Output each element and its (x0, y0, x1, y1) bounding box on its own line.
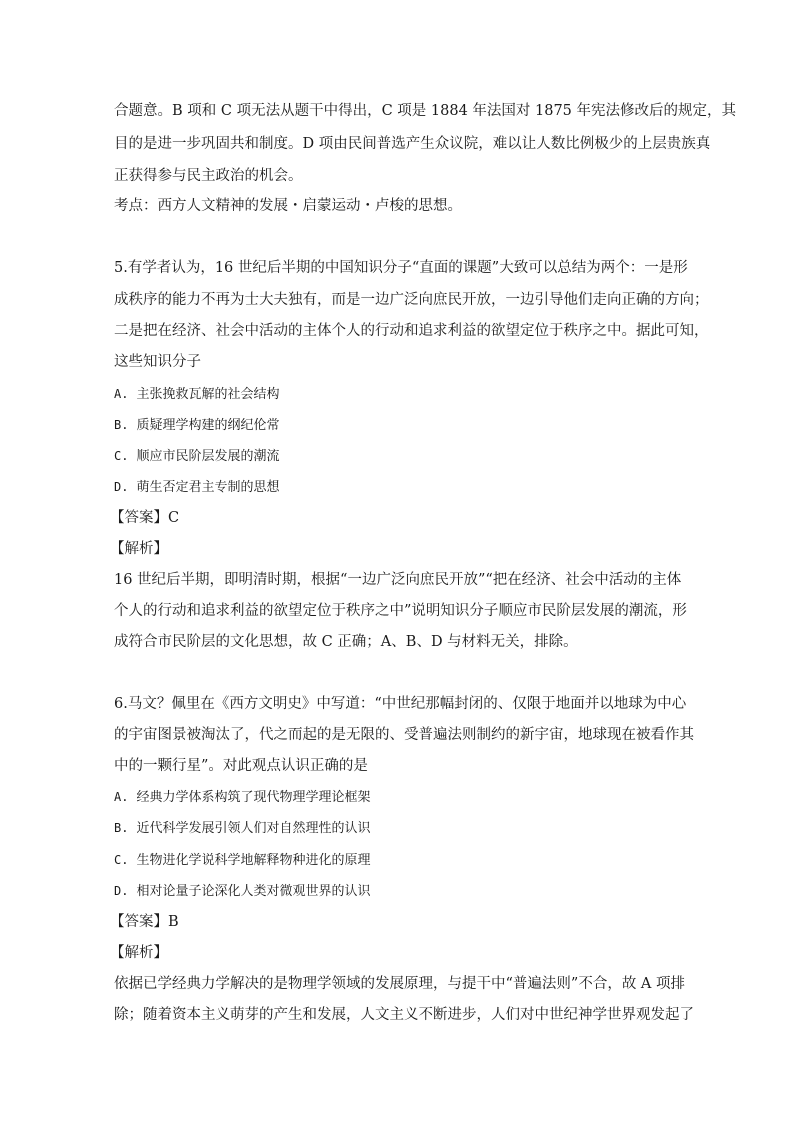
answer-value: C (168, 510, 180, 526)
analysis-line: 个人的行动和追求利益的欲望定位于秩序之中”说明知识分子顺应市民阶层发展的潮流，形 (114, 603, 687, 619)
option-a (114, 787, 370, 808)
option-letter: D. (114, 480, 129, 494)
question-stem-line: 中的一颗行星”。对此观点认识正确的是 (114, 758, 368, 774)
intro-line: 目的是进一步巩固共和制度。D 项由民间普选产生众议院，难以让人数比例极少的上层贵族真 (114, 136, 711, 152)
question-stem-line: 二是把在经济、社会中活动的主体个人的行动和追求利益的欲望定位于秩序之中。据此可知， (114, 323, 709, 339)
option-text: 生物进化学说科学地解释物种进化的原理 (136, 853, 371, 868)
option-b (114, 818, 370, 839)
option-letter: B. (114, 418, 129, 432)
option-text: 主张挽救瓦解的社会结构 (136, 387, 280, 402)
option-letter: C. (114, 853, 129, 867)
option-b (114, 415, 279, 436)
kaodian-line: 考点：西方人文精神的发展・启蒙运动・卢梭的思想。 (114, 198, 462, 214)
answer-line (110, 508, 179, 528)
option-letter: A. (114, 387, 129, 401)
option-c (114, 850, 370, 871)
answer-label: 【答案】 (110, 914, 168, 930)
option-d (114, 477, 279, 498)
answer-value: B (168, 914, 179, 930)
option-letter: B. (114, 821, 129, 835)
analysis-line: 依据已学经典力学解决的是物理学领域的发展原理，与提干中“普遍法则”不合，故 A 项排 (114, 976, 686, 992)
question-stem-line: 6.马文？佩里在《西方文明史》中写道：“中世纪那幅封闭的、仅限于地面并以地球为中心 (114, 696, 687, 712)
option-text: 质疑理学构建的纲纪伦常 (136, 418, 280, 433)
option-text: 相对论量子论深化人类对微观世界的认识 (136, 884, 371, 899)
answer-line (110, 912, 179, 932)
intro-line: 合题意。B 项和 C 项无法从题干中得出，C 项是 1884 年法国对 1875 年宪法修改后的规定，其 (114, 103, 737, 119)
option-text: 经典力学体系构筑了现代物理学理论框架 (136, 790, 371, 805)
intro-line: 正获得参与民主政治的机会。 (114, 168, 303, 184)
question-stem-line: 这些知识分子 (114, 354, 201, 370)
option-d (114, 881, 370, 902)
option-a (114, 384, 279, 405)
analysis-label: 【解析】 (110, 541, 168, 557)
option-letter: D. (114, 884, 129, 898)
option-text: 近代科学发展引领人们对自然理性的认识 (136, 821, 371, 836)
analysis-label: 【解析】 (110, 945, 168, 961)
question-stem-line: 成秩序的能力不再为士大夫独有，而是一边广泛向庶民开放，一边引导他们走向正确的方向； (114, 292, 709, 308)
option-text: 顺应市民阶层发展的潮流 (136, 449, 280, 464)
question-stem-line: 5.有学者认为，16 世纪后半期的中国知识分子“直面的课题”大致可以总结为两个：一是形 (114, 260, 688, 276)
option-letter: A. (114, 790, 129, 804)
analysis-line: 除；随着资本主义萌芽的产生和发展，人文主义不断进步，人们对中世纪神学世界观发起了 (114, 1007, 694, 1023)
option-text: 萌生否定君主专制的思想 (136, 480, 280, 495)
analysis-line: 16 世纪后半期，即明清时期，根据“一边广泛向庶民开放”“把在经济、社会中活动的主体 (114, 572, 682, 588)
option-c (114, 446, 279, 467)
analysis-line: 成符合市民阶层的文化思想，故 C 正确；A、B、D 与材料无关，排除。 (114, 634, 578, 650)
question-stem-line: 的宇宙图景被淘汰了，代之而起的是无限的、受普遍法则制约的新宇宙，地球现在被看作其 (114, 727, 694, 743)
option-letter: C. (114, 449, 129, 463)
answer-label: 【答案】 (110, 510, 168, 526)
